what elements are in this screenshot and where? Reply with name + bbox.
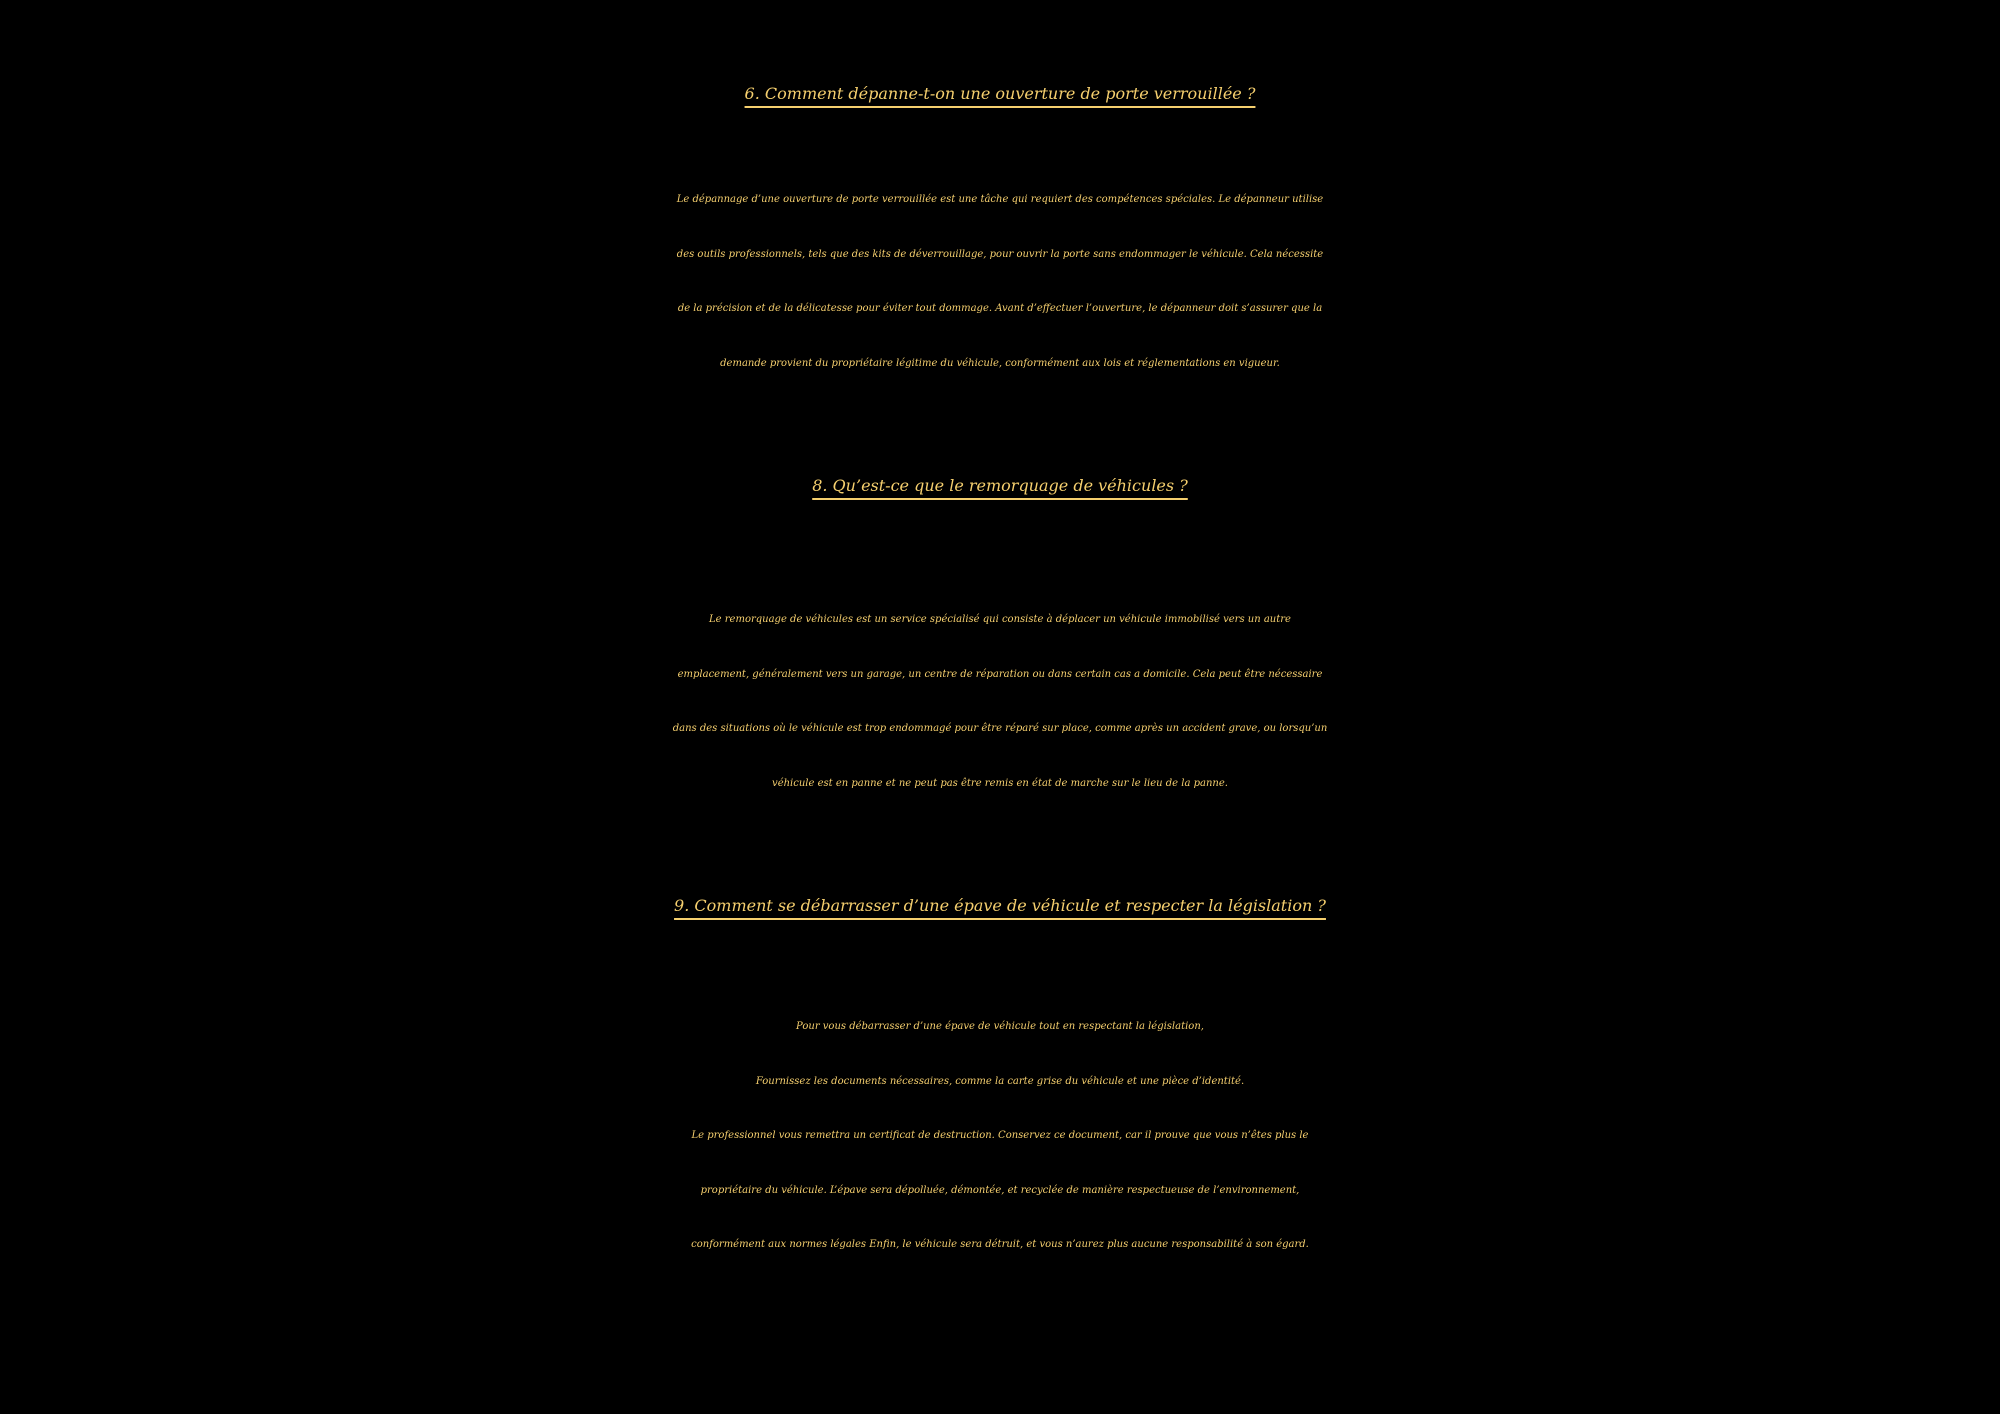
paragraph-line: Fournissez les documents nécessaires, comme la carte grise du véhicule et une pièce d’identité.	[755, 1075, 1245, 1087]
section-paragraph-wreck-disposal	[0, 1000, 2000, 1273]
paragraph-line: Le dépannage d’une ouverture de porte verrouillée est une tâche qui requiert des compétences spéciales. Le dépanneur utilise	[676, 194, 1324, 205]
paragraph-line: Le professionnel vous remettra un certificat de destruction. Conservez ce document, car il prouve que vous n’êtes plus le	[691, 1130, 1309, 1141]
paragraph-line: propriétaire du véhicule. L’épave sera dépolluée, démontée, et recyclée de manière respectueuse de l’environnement,	[700, 1184, 1300, 1196]
section-heading-towing: 8. Qu’est-ce que le remorquage de véhicules ?	[812, 476, 1188, 495]
section-paragraph-towing	[0, 593, 2000, 811]
paragraph-line: véhicule est en panne et ne peut pas être remis en état de marche sur le lieu de la panne.	[772, 777, 1228, 789]
paragraph-line: demande provient du propriétaire légitime du véhicule, conformément aux lois et réglementations en vigueur.	[720, 357, 1280, 369]
section-paragraph-door-unlock	[0, 173, 2000, 391]
paragraph-line: des outils professionnels, tels que des kits de déverrouillage, pour ouvrir la porte sans endommager le véhicule. Cela nécessite	[676, 248, 1324, 260]
paragraph-line: conformément aux normes légales Enfin, le véhicule sera détruit, et vous n’aurez plus aucune responsabilité à son égard.	[691, 1239, 1309, 1250]
section-heading-door-unlock: 6. Comment dépanne-t-on une ouverture de porte verrouillée ?	[744, 84, 1256, 103]
paragraph-line: Le remorquage de véhicules est un service spécialisé qui consiste à déplacer un véhicule immobilisé vers un autre	[709, 614, 1291, 625]
paragraph-line: dans des situations où le véhicule est trop endommagé pour être réparé sur place, comme après un accident grave, ou lorsqu’un	[672, 723, 1328, 734]
paragraph-line: emplacement, généralement vers un garage, un centre de réparation ou dans certain cas a domicile. Cela peut être nécessaire	[677, 668, 1323, 680]
paragraph-line: Pour vous débarrasser d’une épave de véhicule tout en respectant la législation,	[796, 1021, 1204, 1032]
section-heading-wreck-disposal: 9. Comment se débarrasser d’une épave de véhicule et respecter la législation ?	[674, 896, 1326, 915]
paragraph-line: de la précision et de la délicatesse pour éviter tout dommage. Avant d’effectuer l’ouverture, le dépanneur doit s’assurer que la	[677, 303, 1323, 314]
